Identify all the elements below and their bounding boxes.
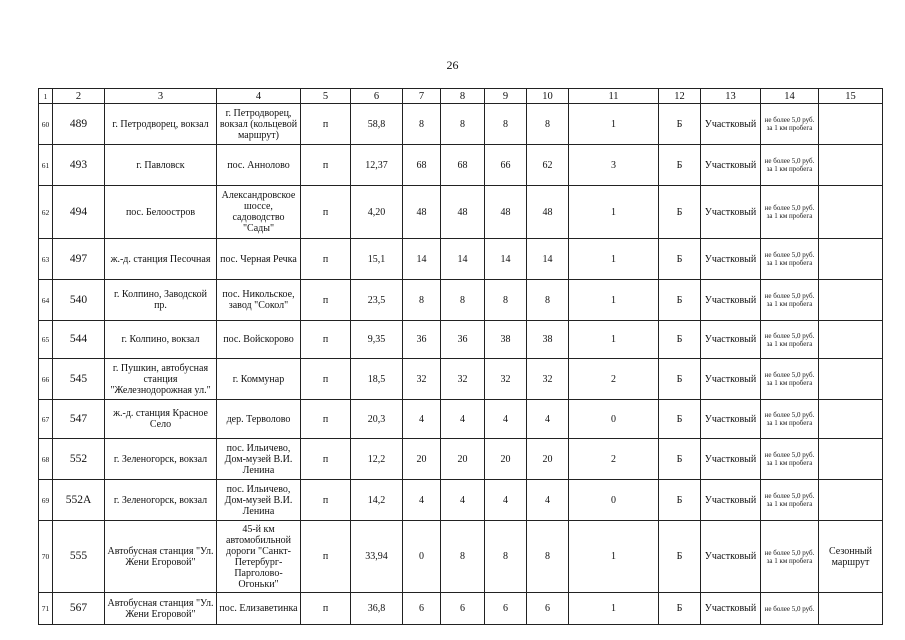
bus-class-cell: Б (659, 359, 701, 400)
table-row (39, 186, 883, 239)
header-cell: 8 (441, 89, 485, 104)
route-length-cell: 12,37 (351, 145, 403, 186)
header-cell: 2 (53, 89, 105, 104)
count-col10-cell: 14 (527, 239, 569, 280)
table-row (39, 280, 883, 321)
count-col11-cell: 1 (569, 104, 659, 145)
tariff-cell: не более 5,0 руб. за 1 км пробега (761, 186, 819, 239)
route-length-cell: 15,1 (351, 239, 403, 280)
route-type-cell: п (301, 145, 351, 186)
row-number-cell: 60 (39, 104, 53, 145)
note-cell (819, 321, 883, 359)
count-col10-cell: 48 (527, 186, 569, 239)
route-type-cell: п (301, 104, 351, 145)
start-point-cell: г. Зеленогорск, вокзал (105, 439, 217, 480)
route-number-cell: 540 (53, 280, 105, 321)
count-col10-cell: 4 (527, 480, 569, 521)
end-point-cell: дер. Терволово (217, 400, 301, 439)
route-type-cell: п (301, 186, 351, 239)
note-cell (819, 239, 883, 280)
route-number-cell: 567 (53, 593, 105, 625)
count-col7-cell: 0 (403, 521, 441, 593)
tariff-cell: не более 5,0 руб. за 1 км пробега (761, 439, 819, 480)
table-row (39, 593, 883, 625)
count-col7-cell: 8 (403, 280, 441, 321)
tariff-cell: не более 5,0 руб. за 1 км пробега (761, 145, 819, 186)
route-number-cell: 555 (53, 521, 105, 593)
count-col11-cell: 1 (569, 521, 659, 593)
count-col8-cell: 20 (441, 439, 485, 480)
route-number-cell: 552 (53, 439, 105, 480)
note-cell: Сезонный маршрут (819, 521, 883, 593)
tariff-cell: не более 5,0 руб. за 1 км пробега (761, 521, 819, 593)
count-col7-cell: 68 (403, 145, 441, 186)
route-number-cell: 494 (53, 186, 105, 239)
route-length-cell: 33,94 (351, 521, 403, 593)
bus-class-cell: Б (659, 521, 701, 593)
start-point-cell: г. Колпино, вокзал (105, 321, 217, 359)
route-kind-cell: Участковый (701, 280, 761, 321)
count-col8-cell: 14 (441, 239, 485, 280)
header-cell: 6 (351, 89, 403, 104)
count-col9-cell: 32 (485, 359, 527, 400)
end-point-cell: пос. Ильичево, Дом-музей В.И. Ленина (217, 439, 301, 480)
count-col8-cell: 8 (441, 280, 485, 321)
route-kind-cell: Участковый (701, 186, 761, 239)
route-type-cell: п (301, 480, 351, 521)
header-cell: 10 (527, 89, 569, 104)
count-col11-cell: 1 (569, 321, 659, 359)
table-row (39, 359, 883, 400)
route-kind-cell: Участковый (701, 400, 761, 439)
note-cell (819, 280, 883, 321)
row-number-cell: 63 (39, 239, 53, 280)
tariff-cell: не более 5,0 руб. за 1 км пробега (761, 480, 819, 521)
route-length-cell: 9,35 (351, 321, 403, 359)
table-row (39, 321, 883, 359)
table-row (39, 239, 883, 280)
count-col8-cell: 68 (441, 145, 485, 186)
count-col8-cell: 4 (441, 480, 485, 521)
count-col10-cell: 32 (527, 359, 569, 400)
count-col11-cell: 3 (569, 145, 659, 186)
count-col11-cell: 0 (569, 400, 659, 439)
table-row (39, 480, 883, 521)
start-point-cell: Автобусная станция "Ул. Жени Егоровой" (105, 521, 217, 593)
route-kind-cell: Участковый (701, 321, 761, 359)
count-col9-cell: 38 (485, 321, 527, 359)
route-number-cell: 544 (53, 321, 105, 359)
note-cell (819, 145, 883, 186)
route-kind-cell: Участковый (701, 439, 761, 480)
count-col11-cell: 2 (569, 359, 659, 400)
tariff-cell: не более 5,0 руб. за 1 км пробега (761, 321, 819, 359)
header-cell: 3 (105, 89, 217, 104)
count-col10-cell: 8 (527, 104, 569, 145)
row-number-cell: 67 (39, 400, 53, 439)
route-number-cell: 497 (53, 239, 105, 280)
row-number-cell: 71 (39, 593, 53, 625)
end-point-cell: пос. Никольское, завод "Сокол" (217, 280, 301, 321)
bus-class-cell: Б (659, 593, 701, 625)
start-point-cell: г. Пушкин, автобусная станция "Железнодорожная ул." (105, 359, 217, 400)
start-point-cell: пос. Белоостров (105, 186, 217, 239)
table-row (39, 145, 883, 186)
end-point-cell: Александровское шоссе, садоводство "Сады" (217, 186, 301, 239)
header-cell: 11 (569, 89, 659, 104)
route-kind-cell: Участковый (701, 480, 761, 521)
end-point-cell: пос. Елизаветинка (217, 593, 301, 625)
count-col10-cell: 62 (527, 145, 569, 186)
row-number-cell: 69 (39, 480, 53, 521)
end-point-cell: пос. Войскорово (217, 321, 301, 359)
tariff-cell: не более 5,0 руб. за 1 км пробега (761, 239, 819, 280)
table-row (39, 400, 883, 439)
route-length-cell: 4,20 (351, 186, 403, 239)
bus-class-cell: Б (659, 439, 701, 480)
count-col9-cell: 14 (485, 239, 527, 280)
header-cell: 12 (659, 89, 701, 104)
route-length-cell: 36,8 (351, 593, 403, 625)
start-point-cell: ж.-д. станция Песочная (105, 239, 217, 280)
count-col8-cell: 36 (441, 321, 485, 359)
note-cell (819, 480, 883, 521)
count-col7-cell: 4 (403, 400, 441, 439)
page-number: 26 (446, 58, 459, 72)
route-type-cell: п (301, 400, 351, 439)
route-length-cell: 23,5 (351, 280, 403, 321)
end-point-cell: 45-й км автомобильной дороги "Санкт-Петербург-Парголово-Огоньки" (217, 521, 301, 593)
note-cell (819, 593, 883, 625)
header-cell: 7 (403, 89, 441, 104)
route-type-cell: п (301, 359, 351, 400)
note-cell (819, 186, 883, 239)
count-col7-cell: 6 (403, 593, 441, 625)
tariff-cell: не более 5,0 руб. за 1 км пробега (761, 104, 819, 145)
count-col7-cell: 48 (403, 186, 441, 239)
start-point-cell: г. Зеленогорск, вокзал (105, 480, 217, 521)
bus-class-cell: Б (659, 480, 701, 521)
start-point-cell: Автобусная станция "Ул. Жени Егоровой" (105, 593, 217, 625)
header-cell: 13 (701, 89, 761, 104)
route-kind-cell: Участковый (701, 359, 761, 400)
count-col7-cell: 32 (403, 359, 441, 400)
route-type-cell: п (301, 321, 351, 359)
header-cell: 5 (301, 89, 351, 104)
end-point-cell: пос. Аннолово (217, 145, 301, 186)
count-col9-cell: 48 (485, 186, 527, 239)
header-cell: 9 (485, 89, 527, 104)
route-length-cell: 20,3 (351, 400, 403, 439)
bus-class-cell: Б (659, 239, 701, 280)
count-col8-cell: 8 (441, 104, 485, 145)
route-number-cell: 489 (53, 104, 105, 145)
start-point-cell: г. Колпино, Заводской пр. (105, 280, 217, 321)
row-number-cell: 68 (39, 439, 53, 480)
bus-class-cell: Б (659, 280, 701, 321)
header-row (39, 89, 883, 104)
route-kind-cell: Участковый (701, 593, 761, 625)
bus-class-cell: Б (659, 186, 701, 239)
count-col10-cell: 38 (527, 321, 569, 359)
route-length-cell: 12,2 (351, 439, 403, 480)
count-col7-cell: 20 (403, 439, 441, 480)
note-cell (819, 359, 883, 400)
start-point-cell: г. Петродворец, вокзал (105, 104, 217, 145)
route-type-cell: п (301, 439, 351, 480)
count-col9-cell: 6 (485, 593, 527, 625)
route-number-cell: 545 (53, 359, 105, 400)
start-point-cell: г. Павловск (105, 145, 217, 186)
count-col11-cell: 1 (569, 593, 659, 625)
note-cell (819, 400, 883, 439)
route-type-cell: п (301, 239, 351, 280)
tariff-cell: не более 5,0 руб. за 1 км пробега (761, 400, 819, 439)
route-length-cell: 18,5 (351, 359, 403, 400)
row-number-cell: 61 (39, 145, 53, 186)
count-col10-cell: 8 (527, 280, 569, 321)
route-kind-cell: Участковый (701, 104, 761, 145)
end-point-cell: г. Коммунар (217, 359, 301, 400)
count-col10-cell: 8 (527, 521, 569, 593)
tariff-cell: не более 5,0 руб. за 1 км пробега (761, 359, 819, 400)
header-cell: 15 (819, 89, 883, 104)
bus-class-cell: Б (659, 145, 701, 186)
bus-class-cell: Б (659, 321, 701, 359)
route-type-cell: п (301, 280, 351, 321)
count-col9-cell: 8 (485, 280, 527, 321)
count-col8-cell: 8 (441, 521, 485, 593)
count-col9-cell: 4 (485, 480, 527, 521)
route-kind-cell: Участковый (701, 521, 761, 593)
route-number-cell: 493 (53, 145, 105, 186)
count-col7-cell: 36 (403, 321, 441, 359)
bus-class-cell: Б (659, 400, 701, 439)
count-col7-cell: 14 (403, 239, 441, 280)
header-cell: 14 (761, 89, 819, 104)
row-number-cell: 64 (39, 280, 53, 321)
note-cell (819, 439, 883, 480)
tariff-cell: не более 5,0 руб. (761, 593, 819, 625)
end-point-cell: г. Петродворец, вокзал (кольцевой маршрут) (217, 104, 301, 145)
count-col10-cell: 6 (527, 593, 569, 625)
route-number-cell: 552А (53, 480, 105, 521)
count-col8-cell: 6 (441, 593, 485, 625)
count-col9-cell: 8 (485, 521, 527, 593)
tariff-cell: не более 5,0 руб. за 1 км пробега (761, 280, 819, 321)
count-col11-cell: 2 (569, 439, 659, 480)
route-length-cell: 58,8 (351, 104, 403, 145)
header-cell: 4 (217, 89, 301, 104)
count-col8-cell: 4 (441, 400, 485, 439)
note-cell (819, 104, 883, 145)
route-length-cell: 14,2 (351, 480, 403, 521)
header-cell: 1 (39, 89, 53, 104)
table-row (39, 104, 883, 145)
route-type-cell: п (301, 521, 351, 593)
count-col11-cell: 1 (569, 239, 659, 280)
table-row (39, 521, 883, 593)
row-number-cell: 66 (39, 359, 53, 400)
count-col7-cell: 8 (403, 104, 441, 145)
count-col11-cell: 1 (569, 280, 659, 321)
route-number-cell: 547 (53, 400, 105, 439)
row-number-cell: 65 (39, 321, 53, 359)
row-number-cell: 70 (39, 521, 53, 593)
table-row (39, 439, 883, 480)
route-type-cell: п (301, 593, 351, 625)
routes-table (38, 88, 883, 625)
count-col8-cell: 32 (441, 359, 485, 400)
count-col9-cell: 8 (485, 104, 527, 145)
row-number-cell: 62 (39, 186, 53, 239)
route-kind-cell: Участковый (701, 145, 761, 186)
count-col9-cell: 4 (485, 400, 527, 439)
end-point-cell: пос. Ильичево, Дом-музей В.И. Ленина (217, 480, 301, 521)
count-col11-cell: 1 (569, 186, 659, 239)
end-point-cell: пос. Черная Речка (217, 239, 301, 280)
route-kind-cell: Участковый (701, 239, 761, 280)
count-col10-cell: 4 (527, 400, 569, 439)
count-col9-cell: 20 (485, 439, 527, 480)
count-col9-cell: 66 (485, 145, 527, 186)
count-col8-cell: 48 (441, 186, 485, 239)
count-col11-cell: 0 (569, 480, 659, 521)
bus-class-cell: Б (659, 104, 701, 145)
count-col7-cell: 4 (403, 480, 441, 521)
count-col10-cell: 20 (527, 439, 569, 480)
start-point-cell: ж.-д. станция Красное Село (105, 400, 217, 439)
